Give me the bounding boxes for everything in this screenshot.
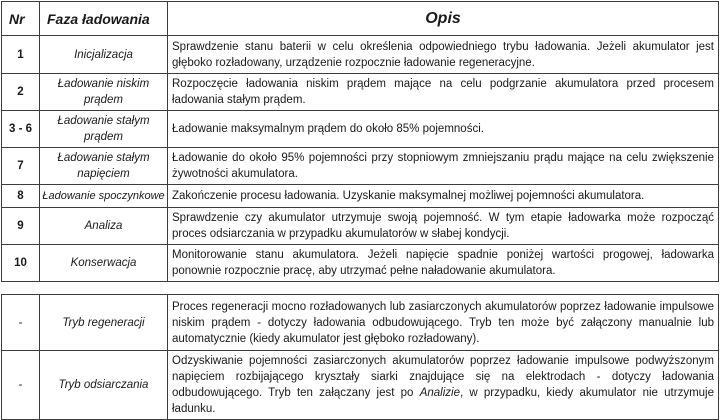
row-nr: - <box>2 351 40 420</box>
table-row <box>2 148 719 185</box>
table-row <box>2 74 719 111</box>
header-faza: Faza ładowania <box>40 2 168 36</box>
charging-phases-table <box>1 1 719 282</box>
row-opis: Sprawdzenie czy akumulator utrzymuje swoją pojemność. W tym etapie ładowarka może rozpocząć proces odsiarczania w przypadku akumulatorów w słabej kondycji. <box>168 208 719 245</box>
table-row <box>2 295 719 351</box>
row-faza: Ładowanie stałym napięciem <box>40 148 168 185</box>
table-row <box>2 351 719 420</box>
header-nr: Nr <box>2 2 40 36</box>
opis-text: , w przypadku, kiedy akumulator nie utrzymuje ładunku. <box>172 387 714 415</box>
row-opis: Ładowanie do około 95% pojemności przy stopniowym zmniejszaniu prądu mające na celu zwiększenie żywotności akumulatora. <box>168 148 719 185</box>
row-nr: 1 <box>2 36 40 74</box>
row-nr: 9 <box>2 208 40 245</box>
row-faza: Ładowanie spoczynkowe <box>40 185 168 208</box>
row-opis: Zakończenie procesu ładowania. Uzyskanie maksymalnej możliwej pojemności akumulatora. <box>168 185 719 208</box>
table-row <box>2 36 719 74</box>
row-faza: Inicjalizacja <box>40 36 168 74</box>
row-opis: Sprawdzenie stanu baterii w celu określenia odpowiedniego trybu ładowania. Jeżeli akumulator jest głęboko rozładowany, urządzenie rozpocznie ładowanie regeneracyjne. <box>168 36 719 74</box>
row-nr: 2 <box>2 74 40 111</box>
row-opis: Rozpoczęcie ładowania niskim prądem mające na celu podgrzanie akumulatora przed procesem ładowania stałym prądem. <box>168 74 719 111</box>
opis-emphasis: Analizie <box>419 387 460 399</box>
row-nr: 10 <box>2 245 40 282</box>
row-faza: Tryb odsiarczania <box>40 351 168 420</box>
table-header-row <box>2 2 719 36</box>
table-row <box>2 111 719 148</box>
row-faza: Ładowanie stałym prądem <box>40 111 168 148</box>
table-row <box>2 208 719 245</box>
row-opis <box>168 351 719 420</box>
row-nr: 3 - 6 <box>2 111 40 148</box>
row-faza: Analiza <box>40 208 168 245</box>
row-opis: Ładowanie maksymalnym prądem do około 85% pojemności. <box>168 111 719 148</box>
opis-text: Odzyskiwanie pojemności zasiarczonych akumulatorów poprzez ładowanie impulsowe podwyższonym napięciem rozbijającego kryształy siarki znajdujące się na elektrodach - dotyczy ładowania odbudowującego. Tryb ten załączany jest po <box>172 355 714 399</box>
row-nr: - <box>2 295 40 351</box>
row-faza: Ładowanie niskim prądem <box>40 74 168 111</box>
header-opis: Opis <box>168 2 719 36</box>
row-nr: 7 <box>2 148 40 185</box>
table-row <box>2 245 719 282</box>
table-row <box>2 185 719 208</box>
row-faza: Tryb regeneracji <box>40 295 168 351</box>
special-modes-table <box>1 294 719 420</box>
row-opis: Monitorowanie stanu akumulatora. Jeżeli napięcie spadnie poniżej wartości progowej, ładowarka ponownie rozpocznie pracę, aby utrzymać pełne naładowanie akumulatora. <box>168 245 719 282</box>
row-opis: Proces regeneracji mocno rozładowanych lub zasiarczonych akumulatorów poprzez ładowanie impulsowe niskim prądem - dotyczy ładowania odbudowującego. Tryb ten może być załączony manualnie lub automatycznie (kiedy akumulator jest głęboko rozładowany). <box>168 295 719 351</box>
row-faza: Konserwacja <box>40 245 168 282</box>
row-nr: 8 <box>2 185 40 208</box>
